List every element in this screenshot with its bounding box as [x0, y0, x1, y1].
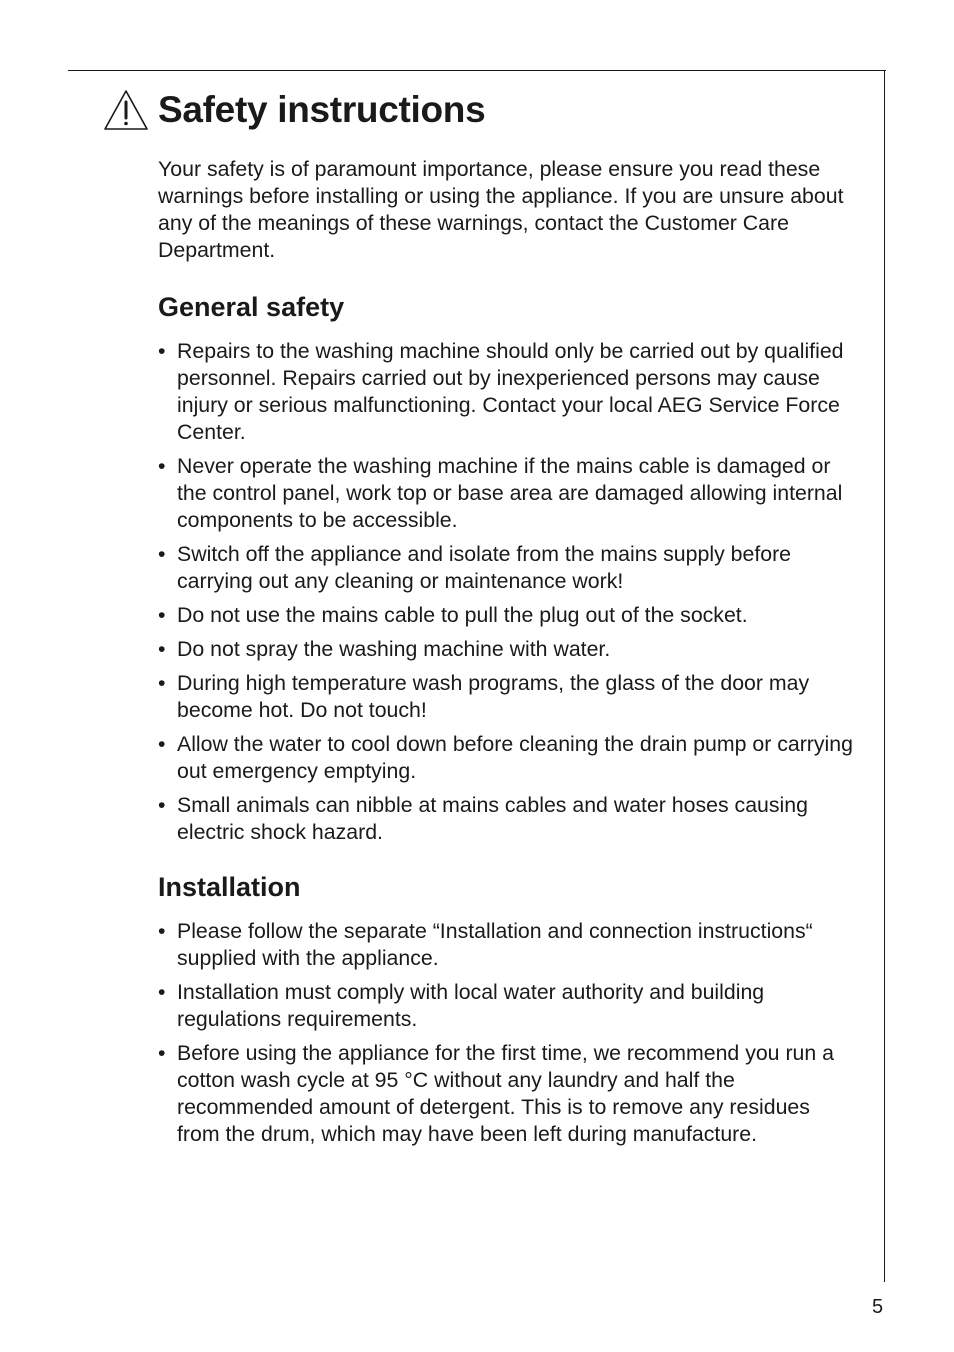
warning-triangle-icon [102, 88, 150, 132]
installation-heading: Installation [158, 872, 301, 902]
list-item: • Never operate the washing machine if the mains cable is damaged or the control panel, work top or base area are damaged allowing internal components to be accessible. [158, 453, 858, 534]
top-rule [68, 70, 886, 71]
side-rule [884, 70, 885, 1282]
general-safety-heading: General safety [158, 292, 345, 322]
general-safety-list [158, 338, 858, 846]
content [158, 156, 858, 1172]
list-item: • Small animals can nibble at mains cables and water hoses causing electric shock hazard. [158, 792, 858, 846]
page-title: Safety instructions [158, 89, 486, 130]
title-row [102, 88, 485, 132]
list-item: • Switch off the appliance and isolate from the mains supply before carrying out any cleaning or maintenance work! [158, 541, 858, 595]
list-item: • Do not use the mains cable to pull the plug out of the socket. [158, 602, 858, 629]
list-item: • Do not spray the washing machine with water. [158, 636, 858, 663]
list-item: • Please follow the separate “Installation and connection instructions“ supplied with the appliance. [158, 918, 858, 972]
list-item: • During high temperature wash programs, the glass of the door may become hot. Do not touch! [158, 670, 858, 724]
list-item: • Installation must comply with local water authority and building regulations requirements. [158, 979, 858, 1033]
page-number: 5 [872, 1296, 884, 1318]
list-item: • Repairs to the washing machine should only be carried out by qualified personnel. Repairs carried out by inexperienced persons may cause injury or serious malfunctioning. Contact your local AEG Service Force Center. [158, 338, 858, 446]
list-item: • Allow the water to cool down before cleaning the drain pump or carrying out emergency emptying. [158, 731, 858, 785]
installation-list [158, 918, 858, 1148]
list-item: • Before using the appliance for the first time, we recommend you run a cotton wash cycle at 95 °C without any laundry and half the recommended amount of detergent. This is to remove any residues from the drum, which may have been left during manufacture. [158, 1040, 858, 1148]
intro-paragraph: Your safety is of paramount importance, please ensure you read these warnings before installing or using the appliance. If you are unsure about any of the meanings of these warnings, contact the Customer Care Department. [158, 157, 844, 262]
